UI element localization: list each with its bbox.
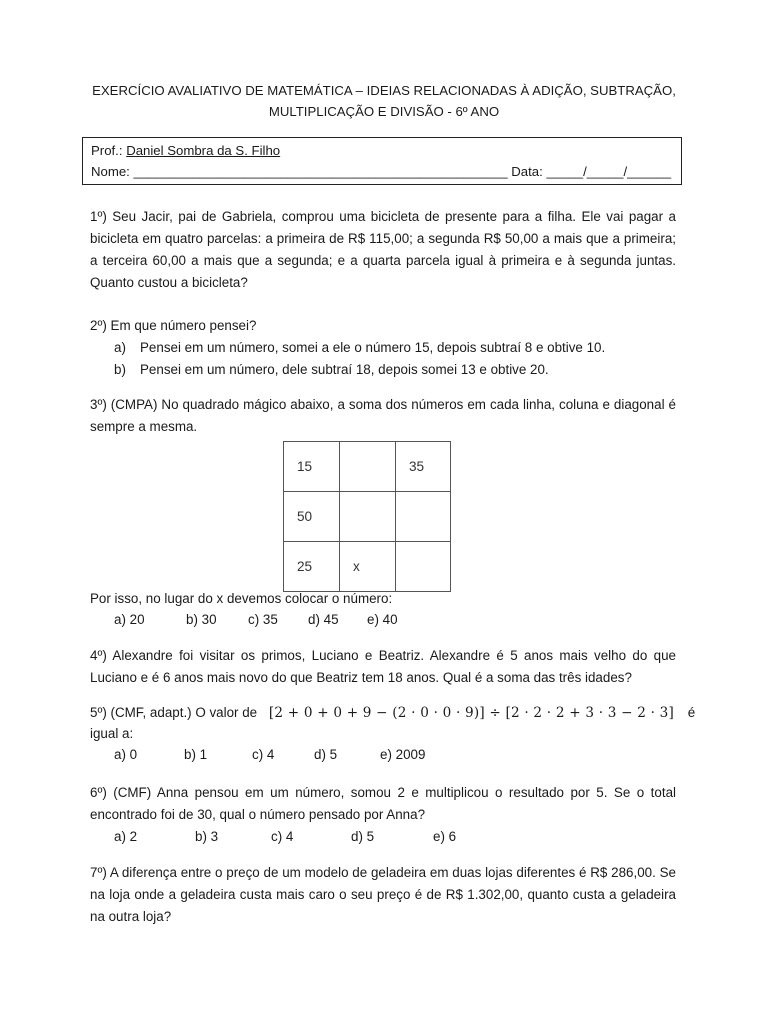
question-5: [90, 702, 696, 724]
option-b: b) 1: [184, 747, 208, 762]
professor-row: [91, 140, 673, 161]
option-b: b) 3: [195, 829, 219, 844]
magic-cell: [340, 442, 396, 492]
question-4: 4º) Alexandre foi visitar os primos, Luciano e Beatriz. Alexandre é 5 anos mais velho do que Luciano e é 6 anos mais novo do que Beatriz tem 18 anos. Qual é a soma das três idades?: [90, 648, 676, 685]
magic-cell: [396, 492, 451, 542]
magic-square-row: [284, 492, 451, 542]
magic-cell: [340, 492, 396, 542]
date-label: Data:: [507, 164, 547, 179]
question-5-line2: igual a:: [90, 726, 134, 741]
name-date-row: [91, 161, 673, 182]
list-item: [114, 359, 674, 381]
item-text: Pensei em um número, dele subtraí 18, depois somei 13 e obtive 20.: [140, 362, 549, 377]
option-d: d) 45: [308, 612, 339, 627]
name-field[interactable]: ___________________________________________________: [133, 164, 508, 179]
question-5-prefix: 5º) (CMF, adapt.) O valor de: [90, 705, 258, 720]
item-label: a): [114, 340, 126, 355]
page-title: [60, 80, 708, 122]
option-d: d) 5: [351, 829, 375, 844]
question-7: 7º) A diferença entre o preço de um modelo de geladeira em duas lojas diferentes é R$ 286,00. Se na loja onde a geladeira custa mais caro o seu preço é de R$ 1.302,00, quanto custa a geladeira na outra loja?: [90, 865, 676, 924]
title-line-1: EXERCÍCIO AVALIATIVO DE MATEMÁTICA – IDEIAS RELACIONADAS À ADIÇÃO, SUBTRAÇÃO,: [92, 83, 676, 98]
option-e: e) 6: [433, 829, 457, 844]
option-c: c) 35: [248, 612, 278, 627]
prof-name: Daniel Sombra da S. Filho: [126, 143, 281, 158]
option-a: a) 0: [114, 747, 138, 762]
magic-cell: 15: [284, 442, 340, 492]
student-info-box: [82, 137, 682, 185]
prof-label: Prof.:: [91, 143, 123, 158]
magic-cell: 50: [284, 492, 340, 542]
question-3-options: [114, 609, 398, 631]
option-b: b) 30: [186, 612, 217, 627]
question-1: 1º) Seu Jacir, pai de Gabriela, comprou uma bicicleta de presente para a filha. Ele vai pagar a bicicleta em quatro parcelas: a primeira de R$ 115,00; a segunda R$ 50,00 a mais que a primeira; a terceira 60,00 a mais que a segunda; e a quarta parcela igual à primeira e à segunda juntas. Quanto custou a bicicleta?: [90, 209, 676, 290]
magic-square-row: [284, 442, 451, 492]
item-label: b): [114, 362, 126, 377]
question-5-options: [114, 744, 425, 766]
magic-cell: 35: [396, 442, 451, 492]
title-line-2: MULTIPLICAÇÃO E DIVISÃO - 6º ANO: [268, 104, 500, 119]
option-e: e) 40: [367, 612, 398, 627]
option-c: c) 4: [271, 829, 294, 844]
question-5-suffix: é: [687, 705, 696, 720]
magic-cell: x: [340, 542, 396, 592]
option-c: c) 4: [252, 747, 275, 762]
question-2-items: [114, 337, 674, 381]
date-field[interactable]: _____/_____/______: [546, 164, 672, 179]
name-label: Nome:: [91, 164, 134, 179]
item-text: Pensei em um número, somei a ele o número 15, depois subtraí 8 e obtive 10.: [140, 340, 606, 355]
option-d: d) 5: [314, 747, 338, 762]
option-a: a) 20: [114, 612, 145, 627]
question-2: 2º) Em que número pensei?: [90, 318, 257, 333]
option-e: e) 2009: [380, 747, 426, 762]
magic-square: [283, 441, 451, 592]
question-3: 3º) (CMPA) No quadrado mágico abaixo, a soma dos números em cada linha, coluna e diagonal é sempre a mesma.: [90, 397, 676, 434]
magic-cell: [396, 542, 451, 592]
list-item: [114, 337, 674, 359]
question-6: 6º) (CMF) Anna pensou em um número, somou 2 e multiplicou o resultado por 5. Se o total encontrado foi de 30, qual o número pensado por Anna?: [90, 785, 676, 822]
math-expression: [2 + 0 + 0 + 9 − (2 · 0 · 0 · 9)] ÷ [2 · 2 · 2 + 3 · 3 − 2 · 3]: [268, 705, 674, 721]
magic-square-row: [284, 542, 451, 592]
question-3-follow: Por isso, no lugar do x devemos colocar o número:: [90, 591, 393, 606]
question-6-options: [114, 826, 456, 848]
option-a: a) 2: [114, 829, 138, 844]
magic-cell: 25: [284, 542, 340, 592]
